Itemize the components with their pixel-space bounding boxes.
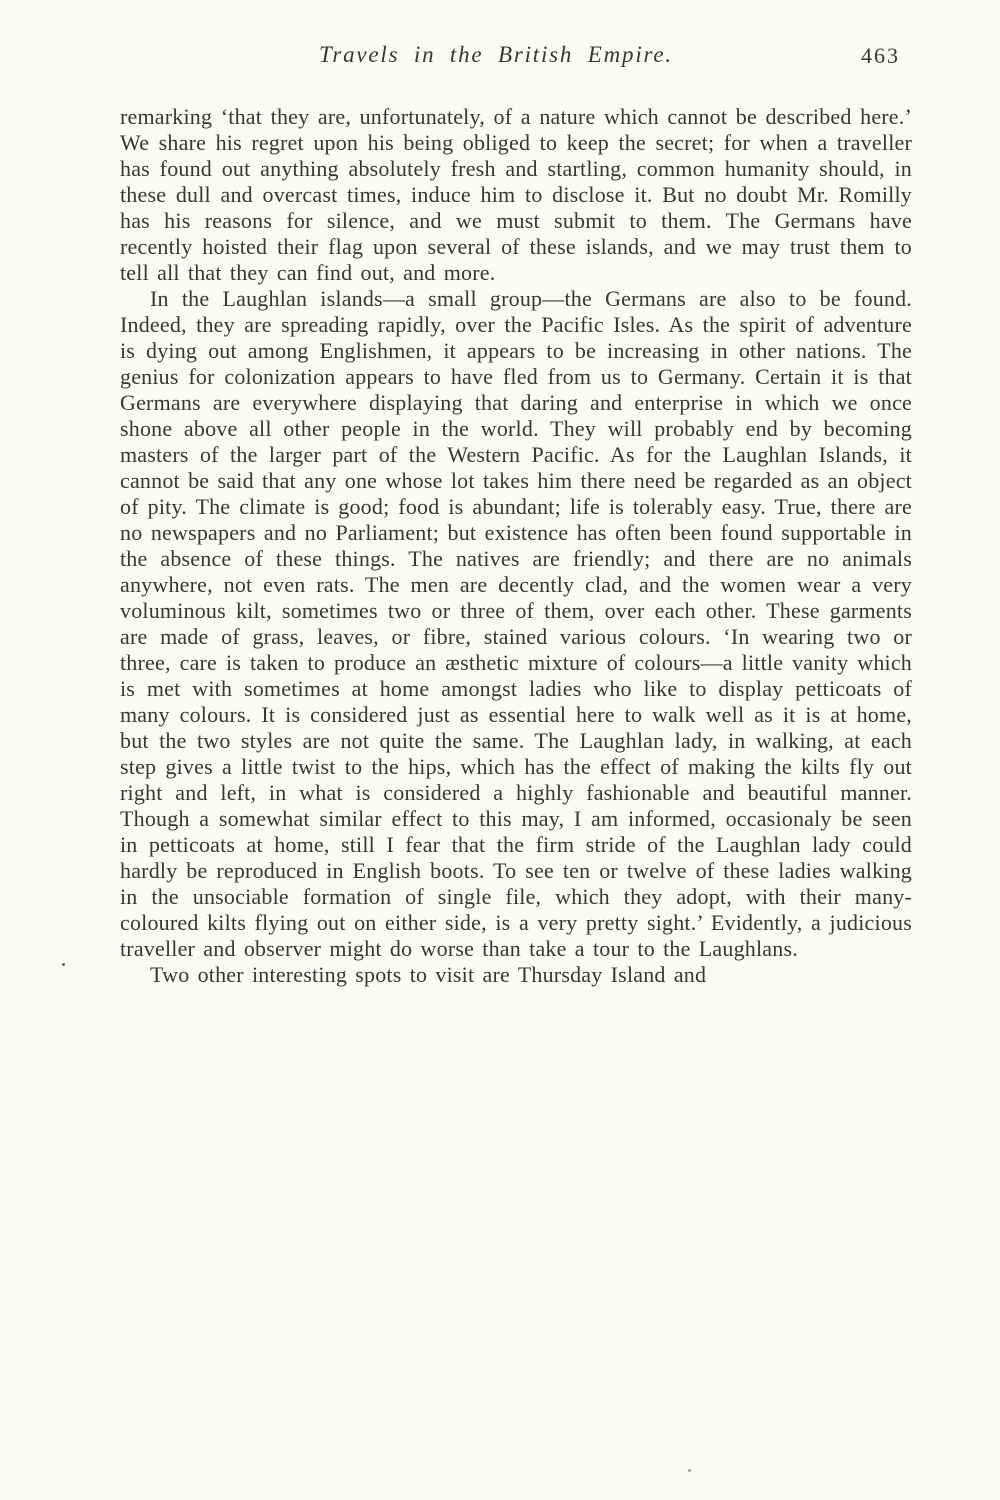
scan-speck: [688, 1469, 691, 1472]
paragraph: In the Laughlan islands—a small group—the Germans are also to be found. Indeed, they are spreading rapidly, over the Pacific Isles. As the spirit of adventure is dying out among Englishmen, it appears to be increasing in other nations. The genius for colonization appears to have fled from us to Germany. Certain it is that Germans are everywhere displaying that daring and enterprise in which we once shone above all other people in the world. They will probably end by becoming masters of the larger part of the Western Pacific. As for the Laughlan Islands, it cannot be said that any one whose lot takes him there need be regarded as an object of pity. The climate is good; food is abundant; life is tolerably easy. True, there are no newspapers and no Parliament; but existence has often been found supportable in the absence of these things. The natives are friendly; and there are no animals anywhere, not even rats. The men are decently clad, and the women wear a very voluminous kilt, sometimes two or three of them, over each other. These garments are made of grass, leaves, or fibre, stained various colours. ‘In wearing two or three, care is taken to produce an æsthetic mixture of colours—a little vanity which is met with sometimes at home amongst ladies who like to display petticoats of many colours. It is considered just as essential here to walk well as it is at home, but the two styles are not quite the same. The Laughlan lady, in walking, at each step gives a little twist to the hips, which has the effect of making the kilts fly out right and left, in what is considered a highly fashionable and beautiful manner. Though a somewhat similar effect to this may, I am informed, occasionaly be seen in petticoats at home, still I fear that the firm stride of the Laughlan lady could hardly be reproduced in English boots. To see ten or twelve of these ladies walking in the unsociable formation of single file, which they adopt, with their many-coloured kilts flying out on either side, is a very pretty sight.’ Evidently, a judicious traveller and observer might do worse than take a tour to the Laughlans.: [120, 286, 912, 961]
body-text: [120, 104, 912, 988]
paragraph: remarking ‘that they are, unfortunately, of a nature which cannot be described here.’ We share his regret upon his being obliged to keep the secret; for when a traveller has found out anything absolutely fresh and startling, common humanity should, in these dull and overcast times, induce him to disclose it. But no doubt Mr. Romilly has his reasons for silence, and we must submit to them. The Germans have recently hoisted their flag upon several of these islands, and we may trust them to tell all that they can find out, and more.: [120, 104, 912, 285]
running-head-title: Travels in the British Empire.: [319, 42, 673, 67]
scan-speck: [62, 963, 65, 966]
paragraph: Two other interesting spots to visit are Thursday Island and: [150, 962, 707, 987]
page-number: 463: [861, 43, 900, 68]
running-head: [120, 42, 912, 76]
